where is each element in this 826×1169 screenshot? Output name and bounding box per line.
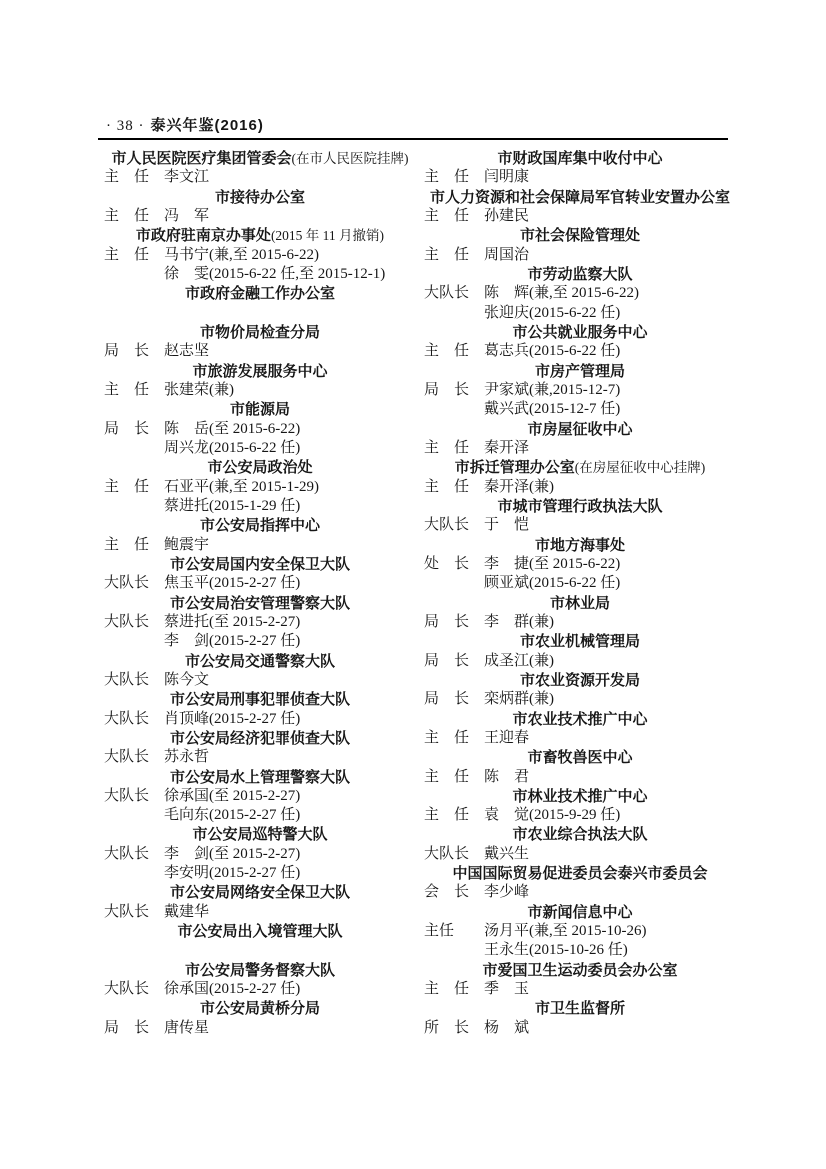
role-label: 大队长	[104, 903, 150, 920]
org-name: 市房产管理局	[534, 362, 625, 380]
org-name: 市接待办公室	[214, 188, 305, 206]
person-name: 陈 岳(至 2015-6-22)	[164, 420, 301, 437]
person-name: 李安明(2015-2-27 任)	[164, 865, 301, 882]
org-name: 市人民医院医疗集团管委会	[111, 150, 292, 167]
page-number: · 38 ·	[106, 118, 145, 134]
right-column	[424, 149, 736, 1038]
person-name: 袁 觉(2015-9-29 任)	[484, 807, 621, 824]
role-label: 主 任	[424, 768, 470, 785]
person-row	[104, 168, 416, 187]
person-row	[424, 1019, 736, 1038]
left-column	[104, 149, 416, 1038]
role-label: 大队长	[104, 749, 150, 766]
role-label: 局 长	[104, 343, 150, 360]
person-row	[424, 207, 736, 226]
person-row	[104, 748, 416, 767]
org-heading	[424, 497, 736, 516]
org-heading	[424, 265, 736, 284]
org-heading	[104, 323, 416, 342]
org-name: 市新闻信息中心	[527, 903, 633, 921]
role-label: 会 长	[424, 884, 470, 901]
person-row	[104, 980, 416, 999]
person-name: 徐承国(2015-2-27 任)	[164, 981, 301, 998]
person-row	[104, 903, 416, 922]
org-name: 市能源局	[229, 401, 290, 419]
org-name: 市公安局水上管理警察大队	[169, 768, 350, 786]
person-name: 赵志坚	[164, 343, 210, 360]
person-name: 陈今文	[164, 671, 210, 688]
role-label: 大队长	[104, 671, 150, 688]
org-name: 市畜牧兽医中心	[527, 749, 633, 767]
role-label: 大队长	[104, 787, 150, 804]
person-name: 冯 军	[164, 207, 210, 224]
person-name: 李文江	[164, 169, 210, 186]
person-row	[104, 710, 416, 729]
org-heading	[104, 516, 416, 535]
role-label: 大队长	[424, 517, 470, 534]
person-row	[104, 420, 416, 439]
org-name: 市公安局警务督察大队	[184, 961, 335, 979]
person-row	[104, 342, 416, 361]
person-row-continuation	[104, 632, 416, 651]
person-name: 毛向东(2015-2-27 任)	[164, 807, 301, 824]
role-label: 局 长	[424, 691, 470, 708]
org-heading	[104, 690, 416, 709]
person-name: 杨 斌	[484, 1019, 530, 1036]
role-label: 主 任	[424, 729, 470, 746]
person-row	[424, 246, 736, 265]
person-name: 鲍震宇	[164, 536, 210, 553]
person-row	[424, 439, 736, 458]
person-row-continuation	[104, 439, 416, 458]
org-heading	[104, 768, 416, 787]
org-heading	[424, 748, 736, 767]
person-name: 陈 辉(兼,至 2015-6-22)	[484, 285, 639, 302]
person-row-continuation	[104, 806, 416, 825]
org-heading	[104, 188, 416, 207]
person-row	[104, 246, 416, 265]
person-name: 李 剑(至 2015-2-27)	[164, 845, 301, 862]
role-label: 主 任	[424, 807, 470, 824]
person-row	[104, 845, 416, 864]
role-label: 大队长	[104, 613, 150, 630]
person-row	[104, 613, 416, 632]
org-note: (在市人民医院挂牌)	[291, 151, 409, 166]
person-name: 秦开泽	[484, 439, 530, 456]
org-name: 市城市管理行政执法大队	[497, 497, 663, 515]
org-name: 市林业技术推广中心	[512, 787, 648, 805]
org-heading	[424, 864, 736, 883]
role-label: 主 任	[424, 207, 470, 224]
person-name: 于 恺	[484, 517, 530, 534]
header-rule	[98, 138, 728, 140]
person-row	[424, 845, 736, 864]
blank-line	[104, 941, 416, 960]
person-row	[104, 671, 416, 690]
org-name: 市政府金融工作办公室	[184, 285, 335, 303]
role-label: 大队长	[104, 981, 150, 998]
person-row	[424, 652, 736, 671]
person-name: 栾炳群(兼)	[484, 691, 554, 708]
person-row	[424, 883, 736, 902]
org-heading	[424, 226, 736, 245]
org-heading	[424, 787, 736, 806]
person-name: 李 群(兼)	[484, 613, 554, 630]
org-name: 市公安局经济犯罪侦查大队	[169, 729, 350, 747]
person-name: 苏永哲	[164, 749, 210, 766]
org-name: 市社会保险管理处	[519, 227, 640, 245]
org-name: 市物价局检查分局	[199, 323, 320, 341]
person-row-continuation	[424, 574, 736, 593]
person-row	[104, 207, 416, 226]
person-name: 蔡进托(2015-1-29 任)	[164, 497, 301, 514]
person-row	[424, 342, 736, 361]
org-note: (2015 年 11 月撤销)	[270, 228, 385, 244]
role-label: 主 任	[104, 207, 150, 224]
person-name: 孙建民	[484, 207, 530, 224]
person-row-continuation	[104, 265, 416, 284]
org-name: 中国国际贸易促进委员会泰兴市委员会	[452, 865, 708, 883]
running-header	[106, 114, 264, 135]
org-name: 市地方海事处	[534, 536, 625, 554]
person-name: 顾亚斌(2015-6-22 任)	[484, 575, 621, 592]
org-name: 市公安局刑事犯罪侦查大队	[169, 691, 350, 709]
person-name: 马书宁(兼,至 2015-6-22)	[164, 246, 319, 263]
org-name: 市公安局网络安全保卫大队	[169, 884, 350, 902]
org-heading	[104, 883, 416, 902]
org-heading	[104, 362, 416, 381]
role-label: 大队长	[104, 845, 150, 862]
org-name: 市拆迁管理办公室	[454, 459, 575, 477]
person-name: 徐 雯(2015-6-22 任,至 2015-12-1)	[164, 265, 386, 282]
org-name: 市卫生监督所	[534, 1000, 625, 1018]
role-label: 主 任	[104, 478, 150, 495]
person-name: 王永生(2015-10-26 任)	[484, 942, 628, 959]
role-label: 局 长	[424, 381, 470, 398]
person-name: 徐承国(至 2015-2-27)	[164, 787, 301, 804]
person-row	[104, 574, 416, 593]
person-name: 王迎春	[484, 729, 530, 746]
org-heading	[424, 710, 736, 729]
person-row	[424, 806, 736, 825]
person-name: 唐传星	[164, 1019, 210, 1036]
org-heading	[104, 825, 416, 844]
person-name: 成圣江(兼)	[484, 652, 554, 669]
org-name: 市公安局黄桥分局	[199, 1000, 320, 1018]
org-name: 市房屋征收中心	[527, 420, 633, 438]
person-name: 秦开泽(兼)	[484, 478, 554, 495]
person-name: 李 剑(2015-2-27 任)	[164, 633, 301, 650]
role-label: 主 任	[104, 381, 150, 398]
person-row	[424, 768, 736, 787]
role-label: 局 长	[104, 420, 150, 437]
org-name: 市公安局治安管理警察大队	[169, 594, 350, 612]
person-row	[424, 516, 736, 535]
person-row	[104, 1019, 416, 1038]
person-name: 尹家斌(兼,2015-12-7)	[484, 381, 621, 398]
org-heading	[104, 458, 416, 477]
org-name: 市旅游发展服务中心	[192, 362, 328, 380]
person-row-continuation	[424, 304, 736, 323]
org-heading	[104, 999, 416, 1018]
role-label: 主任	[424, 923, 455, 940]
org-heading	[424, 825, 736, 844]
person-name: 戴兴武(2015-12-7 任)	[484, 401, 621, 418]
person-name: 葛志兵(2015-6-22 任)	[484, 343, 621, 360]
person-row	[104, 478, 416, 497]
role-label: 局 长	[104, 1019, 150, 1036]
book-title: 泰兴年鉴(2016)	[150, 117, 264, 134]
person-name: 周国治	[484, 246, 530, 263]
org-name: 市农业综合执法大队	[512, 826, 648, 844]
role-label: 主 任	[104, 246, 150, 263]
org-heading	[104, 652, 416, 671]
role-label: 主 任	[424, 981, 470, 998]
org-heading	[424, 632, 736, 651]
person-name: 张迎庆(2015-6-22 任)	[484, 304, 621, 321]
org-heading	[424, 323, 736, 342]
org-name: 市劳动监察大队	[527, 265, 633, 283]
role-label: 大队长	[104, 710, 150, 727]
role-label: 主 任	[424, 439, 470, 456]
org-name: 市财政国库集中收付中心	[497, 150, 663, 167]
role-label: 所 长	[424, 1019, 470, 1036]
role-label: 主 任	[104, 169, 150, 186]
person-name: 张建荣(兼)	[164, 381, 234, 398]
person-row	[424, 980, 736, 999]
person-name: 周兴龙(2015-6-22 任)	[164, 439, 301, 456]
org-heading	[424, 362, 736, 381]
person-row	[424, 613, 736, 632]
person-name: 戴建华	[164, 903, 210, 920]
person-row	[424, 168, 736, 187]
org-heading	[104, 226, 416, 245]
org-name: 市人力资源和社会保障局军官转业安置办公室	[429, 188, 730, 206]
org-heading	[104, 961, 416, 980]
role-label: 局 长	[424, 613, 470, 630]
org-name: 市农业机械管理局	[519, 633, 640, 651]
person-name: 李少峰	[484, 884, 530, 901]
person-name: 石亚平(兼,至 2015-1-29)	[164, 478, 319, 495]
org-name: 市农业技术推广中心	[512, 710, 648, 728]
person-row	[424, 555, 736, 574]
person-name: 陈 君	[484, 768, 530, 785]
org-note: (在房屋征收中心挂牌)	[574, 460, 706, 476]
org-heading	[424, 903, 736, 922]
person-row	[424, 478, 736, 497]
org-heading	[104, 400, 416, 419]
person-name: 戴兴生	[484, 845, 530, 862]
person-row	[424, 381, 736, 400]
person-row	[104, 536, 416, 555]
person-row-continuation	[424, 941, 736, 960]
role-label: 局 长	[424, 652, 470, 669]
role-label: 主 任	[104, 536, 150, 553]
org-name: 市农业资源开发局	[519, 671, 640, 689]
person-name: 李 捷(至 2015-6-22)	[484, 555, 621, 572]
person-row	[424, 690, 736, 709]
org-heading	[424, 671, 736, 690]
org-name: 市政府驻南京办事处	[135, 227, 271, 245]
person-name: 肖顶峰(2015-2-27 任)	[164, 710, 301, 727]
person-row	[424, 284, 736, 303]
org-name: 市公共就业服务中心	[512, 323, 648, 341]
role-label: 主 任	[424, 169, 470, 186]
org-name: 市公安局巡特警大队	[192, 826, 328, 844]
org-heading	[104, 555, 416, 574]
role-label: 处 长	[424, 555, 470, 572]
person-row	[424, 729, 736, 748]
org-heading	[424, 188, 736, 207]
org-heading	[424, 536, 736, 555]
org-name: 市公安局国内安全保卫大队	[169, 555, 350, 573]
org-heading	[424, 420, 736, 439]
org-heading	[104, 594, 416, 613]
person-name: 蔡进托(至 2015-2-27)	[164, 613, 301, 630]
org-name: 市林业局	[549, 594, 610, 612]
org-heading	[424, 594, 736, 613]
org-heading	[424, 961, 736, 980]
org-heading	[104, 149, 416, 168]
person-name: 季 玉	[484, 981, 530, 998]
org-heading	[424, 999, 736, 1018]
org-heading	[104, 284, 416, 303]
org-heading	[104, 729, 416, 748]
org-name: 市公安局政治处	[207, 459, 313, 477]
person-row	[104, 381, 416, 400]
org-name: 市公安局出入境管理大队	[177, 923, 343, 941]
person-row	[424, 922, 736, 941]
role-label: 大队长	[424, 845, 470, 862]
person-row-continuation	[104, 864, 416, 883]
role-label: 主 任	[424, 343, 470, 360]
org-name: 市公安局指挥中心	[199, 517, 320, 535]
role-label: 大队长	[424, 285, 470, 302]
person-row-continuation	[424, 400, 736, 419]
org-name: 市爱国卫生运动委员会办公室	[482, 961, 678, 979]
role-label: 主 任	[424, 478, 470, 495]
role-label: 主 任	[424, 246, 470, 263]
person-row	[104, 787, 416, 806]
person-row-continuation	[104, 497, 416, 516]
org-name: 市公安局交通警察大队	[184, 652, 335, 670]
person-name: 闫明康	[484, 169, 530, 186]
org-heading	[424, 149, 736, 168]
person-name: 汤月平(兼,至 2015-10-26)	[484, 923, 647, 940]
blank-line	[104, 304, 416, 323]
org-heading	[424, 458, 736, 477]
role-label: 大队长	[104, 575, 150, 592]
org-heading	[104, 922, 416, 941]
person-name: 焦玉平(2015-2-27 任)	[164, 575, 301, 592]
